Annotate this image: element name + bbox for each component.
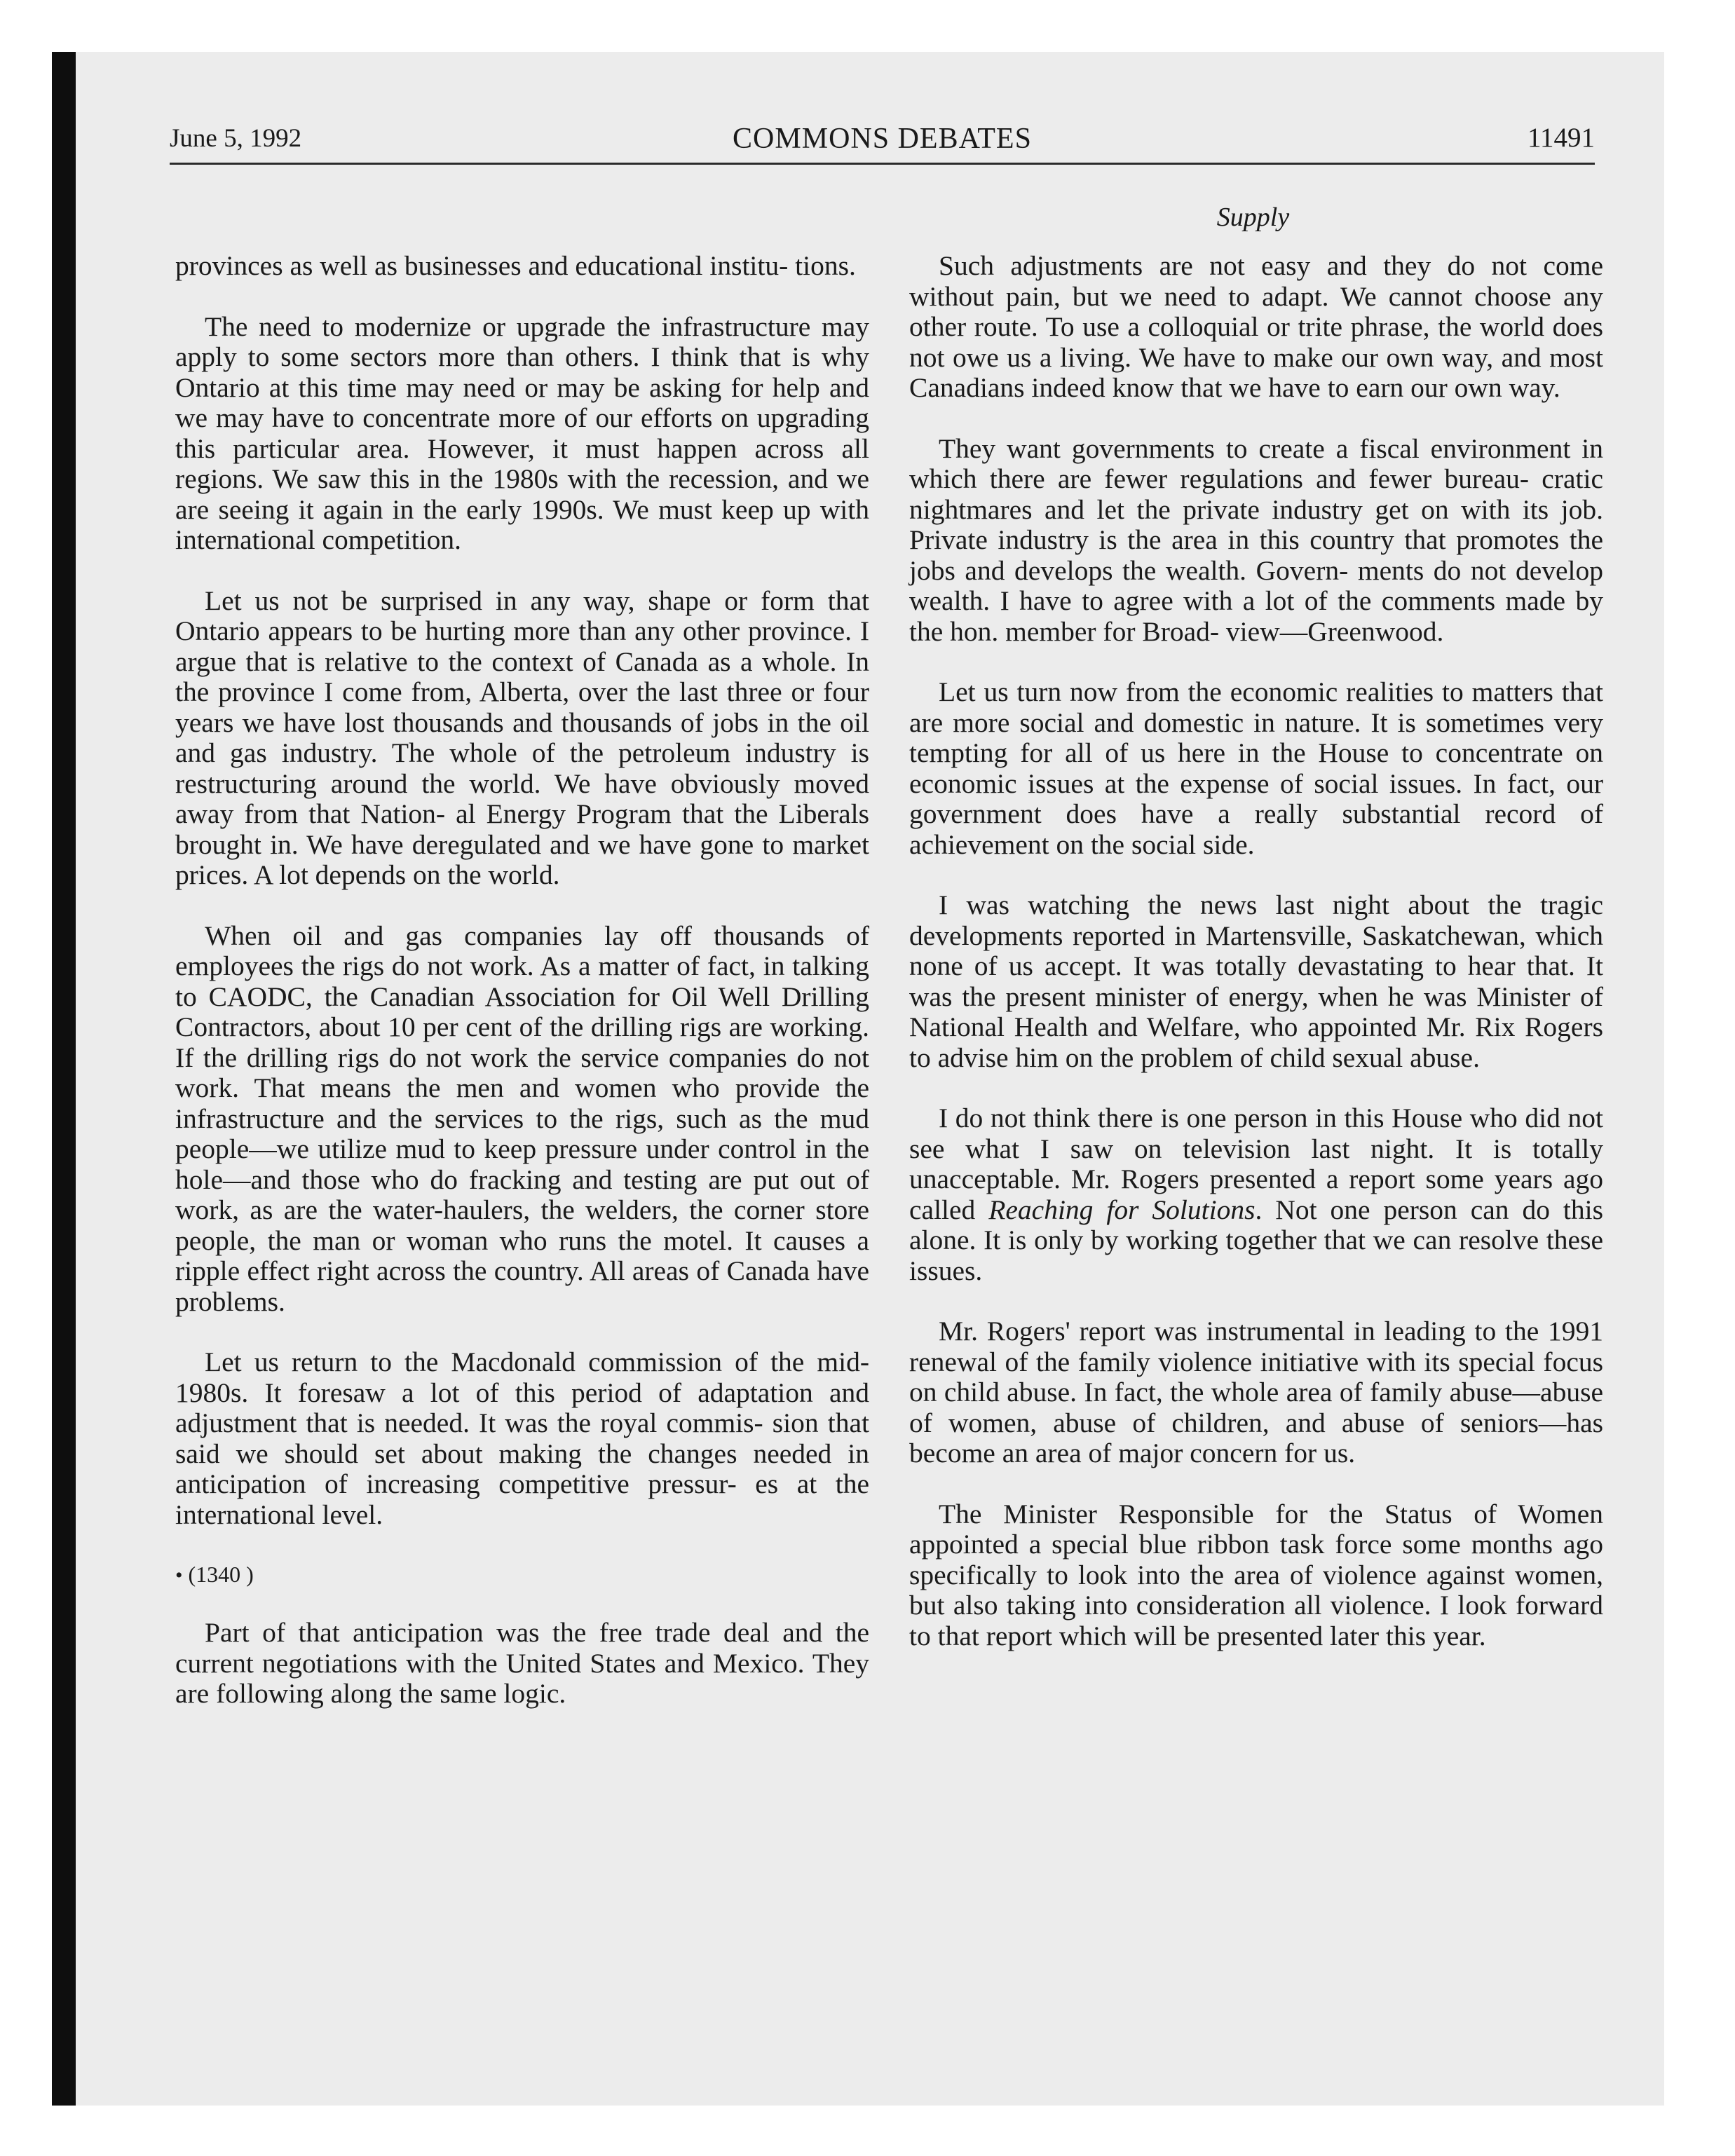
paragraph: They want governments to create a fiscal environment in which there are fewer regulations and fewer bureau- cratic nightmares and let the private industry get on with its job. Private industry is the area in this country that promotes the jobs and develops the wealth. Govern- ments do not develop wealth. I have to agree with a lot of the comments made by the hon. member for Broad- view—Greenwood. [909, 432, 1603, 647]
paragraph: Part of that anticipation was the free trade deal and the current negotiations with the United States and Mexico. They are following along the same logic. [175, 1617, 869, 1709]
bullet-icon: • [175, 1564, 183, 1587]
paragraph [909, 1103, 1603, 1286]
right-column [909, 251, 1603, 1681]
paragraph: Mr. Rogers' report was instrumental in leading to the 1991 renewal of the family violence initiative with its special focus on child abuse. In fact, the whole area of family abuse—abuse of women, abuse of children, and abuse of seniors—has become an area of major concern for us. [909, 1316, 1603, 1468]
paragraph: Let us turn now from the economic realities to matters that are more social and domestic in nature. It is sometimes very tempting for all of us here in the House to concentrate on economic issues at the expense of social issues. In fact, our government does have a really substantial record of achievement on the social side. [909, 676, 1603, 860]
time-marker-text: (1340 ) [188, 1562, 254, 1587]
running-header [170, 118, 1595, 165]
scan-edge-bar [52, 52, 76, 2106]
header-page-number: 11491 [1527, 123, 1595, 153]
left-column [175, 251, 869, 1740]
paragraph-text: . Not one person can do this alone. It is only by working together that we can resolve these issues. [909, 1194, 1604, 1286]
paragraph: Such adjustments are not easy and they do not come without pain, but we need to adapt. We cannot choose any other route. To use a colloquial or trite phrase, the world does not owe us a living. We have to make our own way, and most Canadians indeed know that we have to earn our own way. [909, 250, 1603, 403]
paragraph: provinces as well as businesses and educational institu- tions. [175, 250, 856, 281]
header-title: COMMONS DEBATES [733, 123, 1032, 155]
section-label: Supply [1216, 203, 1290, 232]
time-marker [175, 1560, 869, 1590]
paragraph: I was watching the news last night about the tragic developments reported in Martensville, Saskatchewan, which none of us accept. It was totally devastating to hear that. It was the present minister of energy, when he was Minister of National Health and Welfare, who appointed Mr. Rix Rogers to advise him on the problem of child sexual abuse. [909, 889, 1603, 1073]
paragraph: The Minister Responsible for the Status of Women appointed a special blue ribbon task force some months ago specifically to look into the area of violence against women, but also taking into consideration all violence. I look forward to that report which will be presented later this year. [909, 1498, 1603, 1651]
paragraph: Let us return to the Macdonald commission of the mid-1980s. It foresaw a lot of this period of adaptation and adjustment that is needed. It was the royal commis- sion that said we should set about making the changes needed in anticipation of increasing competitive pressur- es at the international level. [175, 1346, 869, 1530]
paragraph: The need to modernize or upgrade the infrastructure may apply to some sectors more than others. I think that is why Ontario at this time may need or may be asking for help and we may have to concentrate more of our efforts on upgrading this particular area. However, it must happen across all regions. We saw this in the 1980s with the recession, and we are seeing it again in the early 1990s. We must keep up with international competition. [175, 311, 869, 555]
paragraph: When oil and gas companies lay off thousands of employees the rigs do not work. As a matter of fact, in talking to CAODC, the Canadian Association for Oil Well Drilling Contractors, about 10 per cent of the drilling rigs are working. If the drilling rigs do not work the service companies do not work. That means the men and women who provide the infrastructure and the services to the rigs, such as the mud people—we utilize mud to keep pressure under control in the hole—and those who do fracking and testing are put out of work, as are the water-haulers, the welders, the corner store people, the man or woman who runs the motel. It causes a ripple effect right across the country. All areas of Canada have problems. [175, 920, 869, 1317]
paragraph: Let us not be surprised in any way, shape or form that Ontario appears to be hurting more than any other province. I argue that is relative to the context of Canada as a whole. In the province I come from, Alberta, over the last three or four years we have lost thousands and thousands of jobs in the oil and gas industry. The whole of the petroleum industry is restructuring around the world. We have obviously moved away from that Nation- al Energy Program that the Liberals brought in. We have deregulated and we have gone to market prices. A lot depends on the world. [175, 585, 869, 890]
header-date: June 5, 1992 [170, 124, 302, 153]
paragraph-text: I do not think there is one person in this House who did not see what I saw on television last night. It is totally unacceptable. Mr. Rogers presented a report some years ago called [909, 1103, 1603, 1225]
report-title: Reaching for Solutions [988, 1194, 1256, 1225]
